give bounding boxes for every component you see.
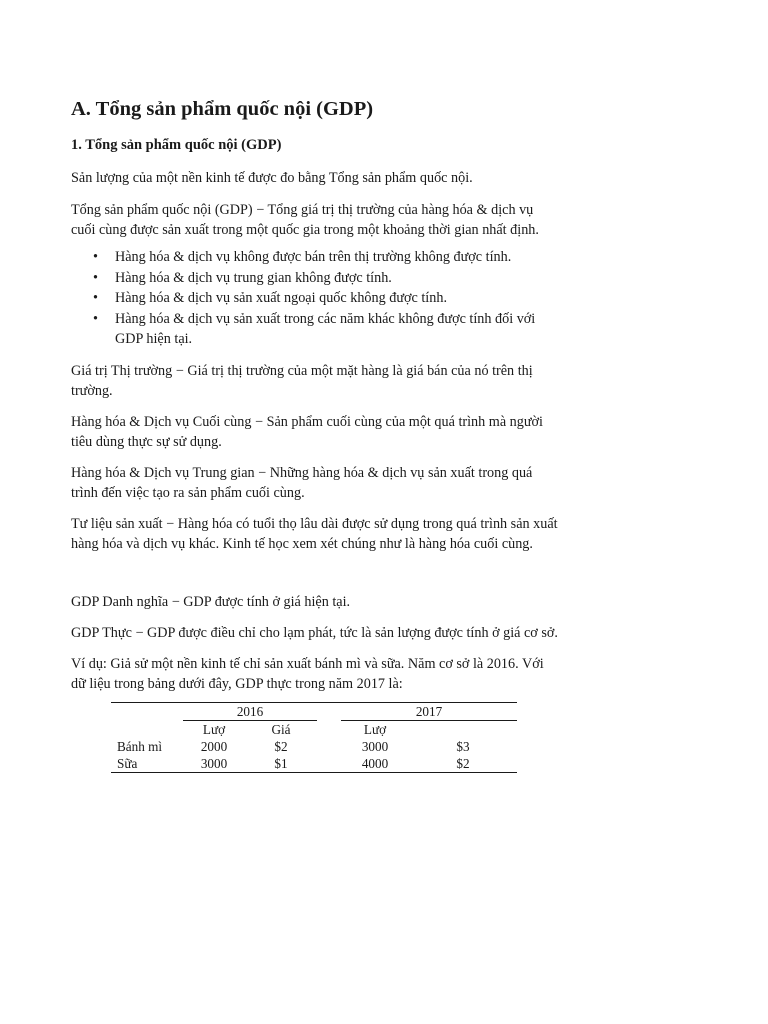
list-item-text: Hàng hóa & dịch vụ trung gian không được tính. [115, 269, 392, 286]
price-2017-header [409, 720, 517, 738]
quantity-2017-header: Lượ [363, 721, 387, 737]
paragraph-example: Ví dụ: Giả sử một nền kinh tế chỉ sản xuất bánh mì và sữa. Năm cơ sở là 2016. Với dữ liệu trong bảng dưới đây, GDP thực trong năm 2017 là: [71, 655, 544, 692]
quantity-2016-header: Lượ [202, 721, 226, 737]
price-2017-cell: $2 [409, 755, 517, 773]
list-item-text: Hàng hóa & dịch vụ không được bán trên thị trường không được tính. [115, 249, 512, 265]
bullet-icon: • [93, 269, 98, 286]
quantity-2016-cell: 2000 [200, 738, 228, 754]
price-2016-cell: $1 [245, 755, 317, 773]
bullet-icon: • [93, 249, 98, 265]
row-label: Sữa [111, 755, 183, 773]
list-item [93, 247, 561, 268]
table-row [111, 755, 517, 773]
price-2016-header: Giá [271, 721, 291, 737]
list-item-text: Hàng hóa & dịch vụ sản xuất ngoại quốc không được tính. [115, 290, 447, 306]
list-item [93, 268, 561, 289]
list-item-text: Hàng hóa & dịch vụ sản xuất trong các năm khác không được tính đối với GDP hiện tại. [115, 310, 536, 347]
year-2016-header: 2016 [183, 702, 317, 720]
page-title: A. Tổng sản phẩm quốc nội (GDP) [71, 98, 374, 120]
exclusion-list [71, 247, 561, 350]
paragraph-intermediate-goods: Hàng hóa & Dịch vụ Trung gian − Những hàng hóa & dịch vụ sản xuất trong quá trình đến việc tạo ra sản phẩm cuối cùng. [71, 464, 533, 501]
quantity-2017-cell: 3000 [361, 738, 389, 754]
year-2017-header: 2017 [341, 702, 517, 720]
list-item [93, 309, 561, 350]
gdp-data-table [111, 702, 517, 773]
list-item [93, 288, 561, 309]
paragraph-final-goods: Hàng hóa & Dịch vụ Cuối cùng − Sản phẩm cuối cùng của một quá trình mà người tiêu dùng thực sự sử dụng. [71, 413, 543, 450]
quantity-2017-cell: 4000 [341, 755, 409, 773]
table-column-header-row [111, 720, 517, 738]
paragraph-nominal-gdp: GDP Danh nghĩa − GDP được tính ở giá hiện tại. [71, 593, 351, 610]
price-2017-cell: $3 [456, 738, 470, 754]
table-year-row [111, 702, 517, 720]
paragraph-market-value: Giá trị Thị trường − Giá trị thị trường của một mặt hàng là giá bán của nó trên thị trường. [71, 362, 533, 399]
bullet-icon: • [93, 310, 98, 327]
document-page [71, 96, 561, 773]
table-row [111, 738, 517, 755]
paragraph-capital-goods: Tư liệu sản xuất − Hàng hóa có tuổi thọ lâu dài được sử dụng trong quá trình sản xuất hàng hóa và dịch vụ khác. Kinh tế học xem xét chúng như là hàng hóa cuối cùng. [71, 515, 558, 552]
price-2016-cell: $2 [274, 738, 288, 754]
bullet-icon: • [93, 290, 98, 306]
row-label: Bánh mì [117, 738, 163, 754]
paragraph-intro: Sản lượng của một nền kinh tế được đo bằng Tổng sản phẩm quốc nội. [71, 170, 473, 186]
section-heading: 1. Tổng sản phẩm quốc nội (GDP) [71, 137, 282, 153]
paragraph-gdp-definition: Tổng sản phẩm quốc nội (GDP) − Tổng giá trị thị trường của hàng hóa & dịch vụ cuối cùng được sản xuất trong một quốc gia trong một khoảng thời gian nhất định. [71, 202, 539, 238]
paragraph-real-gdp: GDP Thực − GDP được điều chỉ cho lạm phát, tức là sản lượng được tính ở giá cơ sở. [71, 624, 558, 641]
quantity-2016-cell: 3000 [183, 755, 245, 773]
